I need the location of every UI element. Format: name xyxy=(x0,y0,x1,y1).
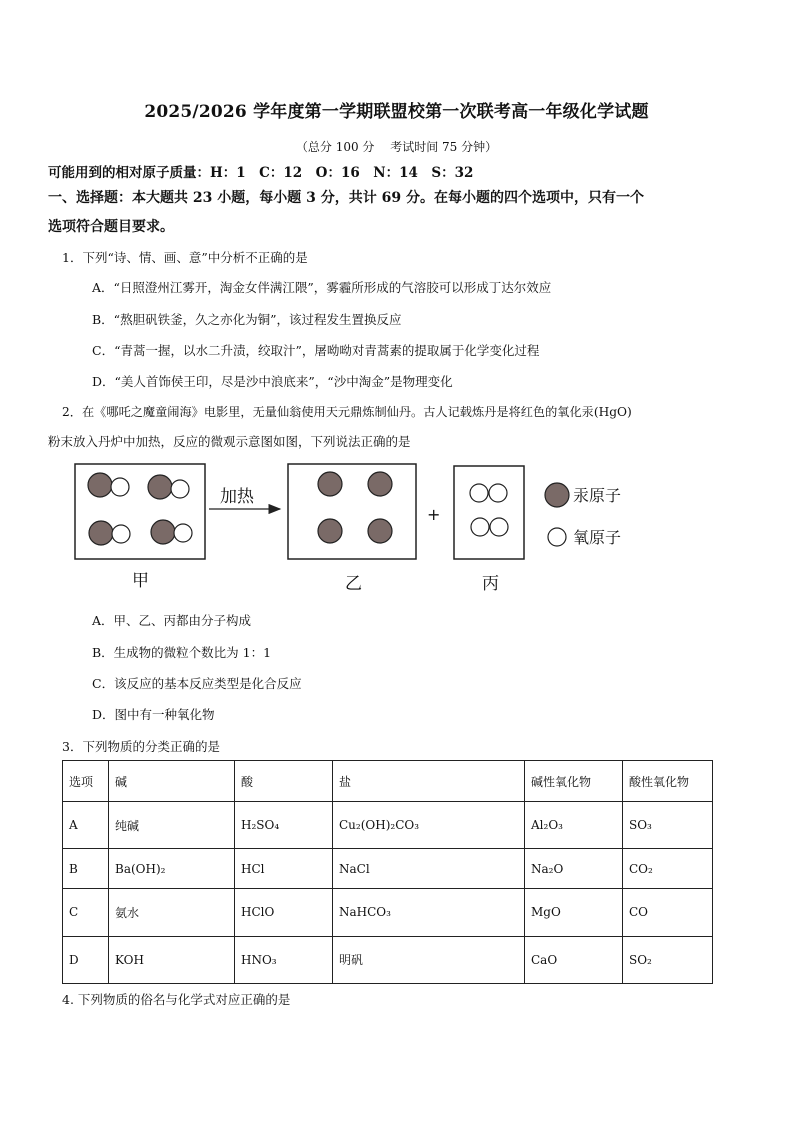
table-header-row xyxy=(63,761,713,802)
q2-option-c: C．该反应的基本反应类型是化合反应 xyxy=(92,676,302,691)
oxygen-atom xyxy=(470,484,488,502)
legend-mercury-label: 汞原子 xyxy=(573,486,622,505)
label-bing: 丙 xyxy=(482,574,499,594)
label-jia: 甲 xyxy=(132,571,149,591)
oxygen-atom xyxy=(174,524,192,542)
label-yi: 乙 xyxy=(345,574,362,594)
table-cell: C xyxy=(63,889,109,936)
table-cell: NaHCO₃ xyxy=(333,889,525,936)
table-row xyxy=(63,889,713,936)
table-cell: Cu₂(OH)₂CO₃ xyxy=(333,802,525,849)
oxygen-atom xyxy=(489,484,507,502)
reaction-diagram xyxy=(0,455,793,605)
oxygen-atom xyxy=(112,525,130,543)
q2-option-d: D．图中有一种氧化物 xyxy=(92,707,215,722)
header-acidic-oxide: 酸性氧化物 xyxy=(623,761,713,802)
table-cell: CaO xyxy=(525,936,623,984)
table-cell: B xyxy=(63,849,109,889)
table-row xyxy=(63,802,713,849)
q2-stem-line2: 粉末放入丹炉中加热，反应的微观示意图如图，下列说法正确的是 xyxy=(48,434,411,449)
header-salt: 盐 xyxy=(333,761,525,802)
header-acid: 酸 xyxy=(235,761,333,802)
atomic-mass-line: 可能用到的相对原子质量：H：1 C：12 O：16 N：14 S：32 xyxy=(48,165,474,181)
table-row xyxy=(63,936,713,984)
table-cell: HCl xyxy=(235,849,333,889)
mercury-atom xyxy=(318,519,342,543)
q2-option-a: A．甲、乙、丙都由分子构成 xyxy=(92,613,252,628)
table-cell: MgO xyxy=(525,889,623,936)
table-cell: H₂SO₄ xyxy=(235,802,333,849)
mercury-atom xyxy=(88,473,112,497)
header-base: 碱 xyxy=(109,761,235,802)
oxygen-atom xyxy=(471,518,489,536)
table-cell: 纯碱 xyxy=(109,802,235,849)
table-cell: 明矾 xyxy=(333,936,525,984)
q3-stem: 3．下列物质的分类正确的是 xyxy=(62,739,220,754)
section-heading-line2: 选项符合题目要求。 xyxy=(48,219,174,235)
q1-option-c: C．“青蒿一握，以水二升渍，绞取汁”，屠呦呦对青蒿素的提取属于化学变化过程 xyxy=(92,343,540,358)
table-cell: CO₂ xyxy=(623,849,713,889)
plus-sign: + xyxy=(427,505,441,524)
box-bing xyxy=(454,466,524,559)
box-yi xyxy=(288,464,416,559)
q1-option-a: A．“日照澄州江雾开，淘金女伴满江隈”，雾霾所形成的气溶胶可以形成丁达尔效应 xyxy=(92,280,552,295)
oxygen-atom xyxy=(490,518,508,536)
exam-subtitle: （总分 100 分 考试时间 75 分钟） xyxy=(295,140,498,154)
table-cell: HClO xyxy=(235,889,333,936)
mercury-atom xyxy=(318,472,342,496)
header-basic-oxide: 碱性氧化物 xyxy=(525,761,623,802)
q2-stem-line1: 2．在《哪吒之魔童闹海》电影里，无量仙翁使用天元鼎炼制仙丹。古人记载炼丹是将红色的氧化汞(HgO) xyxy=(62,405,632,419)
table-cell: NaCl xyxy=(333,849,525,889)
exam-title: 2025/2026 学年度第一学期联盟校第一次联考高一年级化学试题 xyxy=(144,102,649,122)
q1-stem: 1．下列“诗、情、画、意”中分析不正确的是 xyxy=(62,250,308,265)
q2-option-b: B．生成物的微粒个数比为 1：1 xyxy=(92,645,272,660)
table-cell: HNO₃ xyxy=(235,936,333,984)
table-cell: Ba(OH)₂ xyxy=(109,849,235,889)
mercury-atom xyxy=(148,475,172,499)
table-cell: SO₃ xyxy=(623,802,713,849)
table-cell: A xyxy=(63,802,109,849)
oxygen-atom xyxy=(171,480,189,498)
table-cell: CO xyxy=(623,889,713,936)
legend-mercury-swatch xyxy=(545,483,569,507)
table-cell: KOH xyxy=(109,936,235,984)
header-option: 选项 xyxy=(63,761,109,802)
table-cell: SO₂ xyxy=(623,936,713,984)
mercury-atom xyxy=(368,519,392,543)
mercury-atom xyxy=(89,521,113,545)
table-cell: D xyxy=(63,936,109,984)
table-row xyxy=(63,849,713,889)
arrow-label: 加热 xyxy=(220,487,254,507)
table-cell: 氨水 xyxy=(109,889,235,936)
section-heading-line1: 一、选择题：本大题共 23 小题，每小题 3 分，共计 69 分。在每小题的四个选项中，只有一个 xyxy=(48,190,644,206)
q1-option-d: D．“美人首饰侯王印，尽是沙中浪底来”，“沙中淘金”是物理变化 xyxy=(92,374,453,389)
q4-stem: 4. 下列物质的俗名与化学式对应正确的是 xyxy=(62,992,291,1007)
legend-oxygen-swatch xyxy=(548,528,566,546)
table-cell: Na₂O xyxy=(525,849,623,889)
q1-option-b: B．“熬胆矾铁釜，久之亦化为铜”，该过程发生置换反应 xyxy=(92,312,402,327)
mercury-atom xyxy=(151,520,175,544)
classification-table xyxy=(62,760,713,984)
legend-oxygen-label: 氧原子 xyxy=(573,528,622,547)
mercury-atom xyxy=(368,472,392,496)
table-cell: Al₂O₃ xyxy=(525,802,623,849)
oxygen-atom xyxy=(111,478,129,496)
